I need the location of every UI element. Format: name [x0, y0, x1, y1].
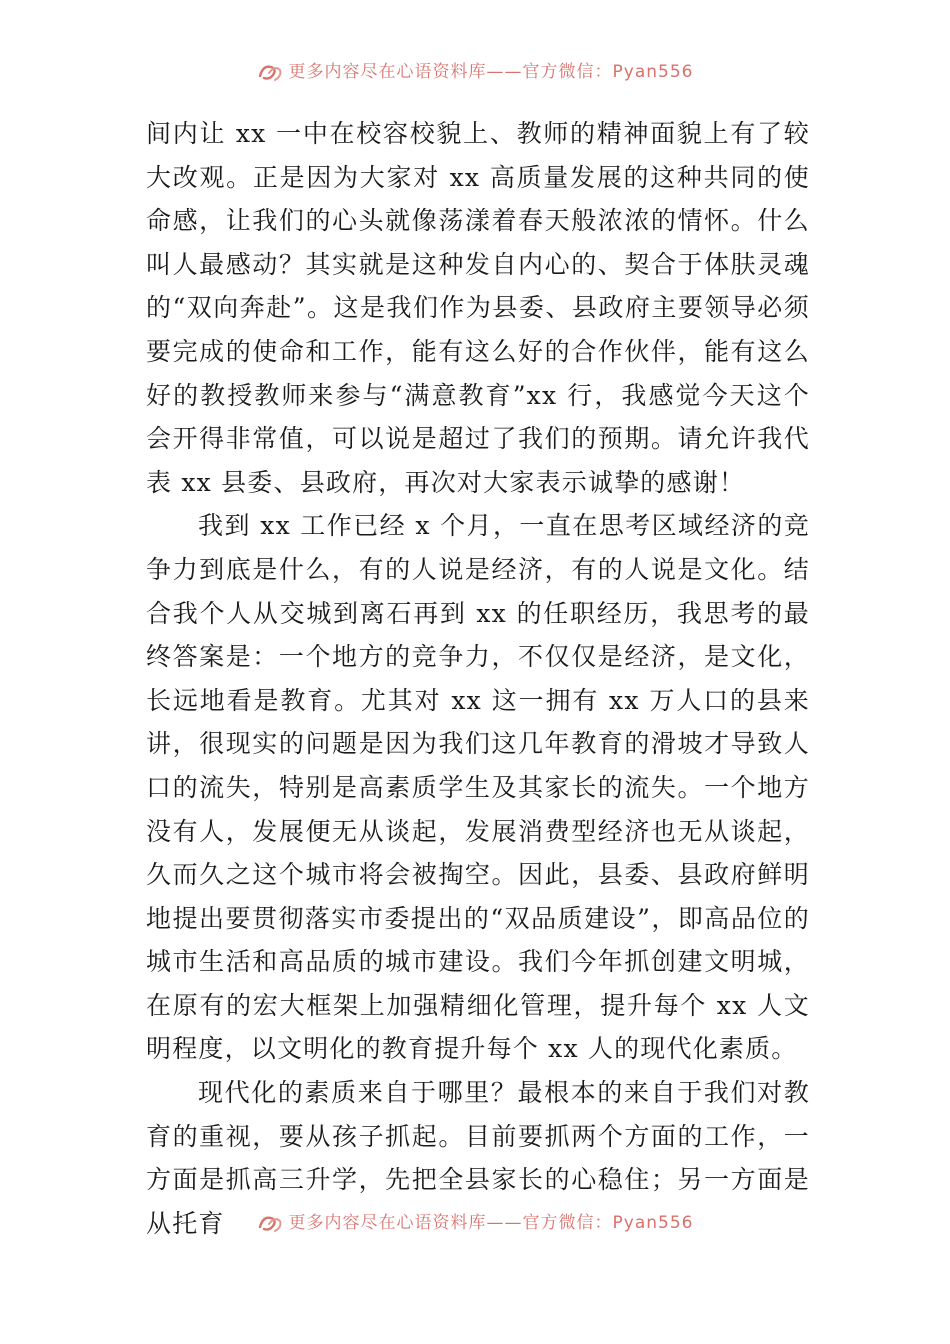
watermark-logo-icon: [257, 1212, 283, 1234]
document-body: [146, 112, 810, 1245]
paragraph-3: 现代化的素质来自于哪里？最根本的来自于我们对教育的重视，要从孩子抓起。目前要抓两个方面的工作，一方面是抓高三升学，先把全县家长的心稳住；另一方面是从托育: [146, 1078, 810, 1238]
watermark-text: 更多内容尽在心语资料库——官方微信：Pyan556: [288, 62, 694, 82]
footer-watermark: [0, 1208, 950, 1238]
watermark-text: 更多内容尽在心语资料库——官方微信：Pyan556: [288, 1213, 694, 1233]
watermark-logo-icon: [257, 61, 283, 83]
paragraph-1: 间内让 xx 一中在校容校貌上、教师的精神面貌上有了较大改观。正是因为大家对 xx 高质量发展的这种共同的使命感，让我们的心头就像荡漾着春天般浓浓的情怀。什么叫人最感动？其实就是这种发自内心的、契合于体肤灵魂的“双向奔赴”。这是我们作为县委、县政府主要领导必须要完成的使命和工作，能有这么好的合作伙伴，能有这么好的教授教师来参与“满意教育”xx 行，我感觉今天这个会开得非常值，可以说是超过了我们的预期。请允许我代表 xx 县委、县政府，再次对大家表示诚挚的感谢！: [146, 119, 810, 497]
header-watermark: [0, 57, 950, 87]
paragraph-2: 我到 xx 工作已经 x 个月，一直在思考区域经济的竞争力到底是什么，有的人说是经济，有的人说是文化。结合我个人从交城到离石再到 xx 的任职经历，我思考的最终答案是：一个地方的竞争力，不仅仅是经济，是文化，长远地看是教育。尤其对 xx 这一拥有 xx 万人口的县来讲，很现实的问题是因为我们这几年教育的滑坡才导致人口的流失，特别是高素质学生及其家长的流失。一个地方没有人，发展便无从谈起，发展消费型经济也无从谈起，久而久之这个城市将会被掏空。因此，县委、县政府鲜明地提出要贯彻落实市委提出的“双品质建设”，即高品位的城市生活和高品质的城市建设。我们今年抓创建文明城，在原有的宏大框架上加强精细化管理，提升每个 xx 人文明程度，以文明化的教育提升每个 xx 人的现代化素质。: [146, 511, 810, 1064]
